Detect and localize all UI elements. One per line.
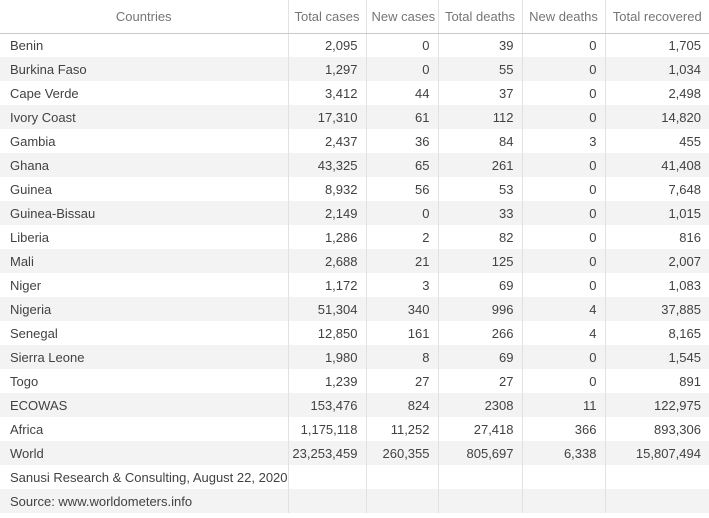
- table-row: [0, 81, 709, 105]
- cell-countries: ECOWAS: [0, 393, 288, 417]
- cell-total-recovered: 1,015: [668, 205, 701, 221]
- table-row: [0, 441, 709, 465]
- cell-countries: Ghana: [0, 153, 288, 177]
- cell-new-deaths: 0: [522, 105, 605, 129]
- empty-cell: [438, 465, 522, 489]
- footer-row: [0, 465, 709, 489]
- cell-total-deaths: 2308: [438, 393, 522, 417]
- cell-countries: Burkina Faso: [0, 57, 288, 81]
- source-note: Source: www.worldometers.info: [0, 489, 288, 513]
- cell-total-cases: 1,172: [288, 273, 366, 297]
- cell-new-deaths: 6,338: [522, 441, 605, 465]
- cell-new-deaths: 4: [522, 297, 605, 321]
- cell-new-deaths: 366: [522, 417, 605, 441]
- cell-new-cases: 0: [366, 33, 438, 57]
- cell-new-deaths: 0: [522, 369, 605, 393]
- table-body: [0, 33, 709, 513]
- table-row: [0, 249, 709, 273]
- cell-total-deaths: 125: [438, 249, 522, 273]
- column-header-total-cases: Total cases: [288, 0, 366, 33]
- empty-cell: [438, 489, 522, 513]
- cell-total-deaths: 37: [438, 81, 522, 105]
- cell-new-cases: 340: [366, 297, 438, 321]
- cell-new-cases: 56: [366, 177, 438, 201]
- cell-countries: World: [0, 441, 288, 465]
- table-row: [0, 129, 709, 153]
- cell-total-deaths: 82: [438, 225, 522, 249]
- cell-total-recovered: 455: [679, 133, 701, 149]
- cell-total-recovered: 15,807,494: [635, 445, 701, 461]
- cell-total-recovered: 1,545: [668, 349, 701, 365]
- cell-countries: Benin: [0, 33, 288, 57]
- cell-new-deaths: 0: [522, 249, 605, 273]
- cell-countries: Sierra Leone: [0, 345, 288, 369]
- cell-new-cases: 2: [366, 225, 438, 249]
- column-header-countries: Countries: [0, 0, 288, 33]
- table-row: [0, 177, 709, 201]
- cell-countries: Guinea-Bissau: [0, 201, 288, 225]
- cell-countries: Gambia: [0, 129, 288, 153]
- cell-total-cases: 2,149: [288, 201, 366, 225]
- cell-countries: Cape Verde: [0, 81, 288, 105]
- table-row: [0, 345, 709, 369]
- cell-new-cases: 11,252: [366, 417, 438, 441]
- cell-total-recovered: 14,820: [661, 109, 701, 125]
- cell-countries: Guinea: [0, 177, 288, 201]
- table-row: [0, 105, 709, 129]
- cell-countries: Mali: [0, 249, 288, 273]
- cell-total-recovered: 7,648: [668, 181, 701, 197]
- empty-cell: [288, 489, 366, 513]
- cell-total-deaths: 69: [438, 345, 522, 369]
- cell-new-deaths: 0: [522, 81, 605, 105]
- cell-total-deaths: 261: [438, 153, 522, 177]
- column-header-total-recovered: Total recovered: [605, 0, 709, 33]
- cell-total-deaths: 112: [438, 105, 522, 129]
- table-row: [0, 369, 709, 393]
- cell-new-cases: 27: [366, 369, 438, 393]
- cell-new-cases: 0: [366, 201, 438, 225]
- empty-cell: [522, 489, 605, 513]
- table-row: [0, 393, 709, 417]
- cell-total-recovered: 893,306: [654, 421, 701, 437]
- header-row: [0, 0, 709, 33]
- cell-total-deaths: 996: [438, 297, 522, 321]
- cell-new-deaths: 0: [522, 33, 605, 57]
- cell-total-recovered: 41,408: [661, 157, 701, 173]
- cell-new-cases: 61: [366, 105, 438, 129]
- cell-total-cases: 2,437: [288, 129, 366, 153]
- cell-total-recovered: 37,885: [661, 301, 701, 317]
- cell-total-cases: 23,253,459: [288, 441, 366, 465]
- cell-new-deaths: 0: [522, 273, 605, 297]
- cell-total-deaths: 39: [438, 33, 522, 57]
- table-row: [0, 225, 709, 249]
- cell-countries: Togo: [0, 369, 288, 393]
- cell-new-deaths: 3: [522, 129, 605, 153]
- cell-total-deaths: 266: [438, 321, 522, 345]
- empty-cell: [522, 465, 605, 489]
- column-header-total-deaths: Total deaths: [438, 0, 522, 33]
- cell-countries: Africa: [0, 417, 288, 441]
- cell-total-recovered: 891: [679, 373, 701, 389]
- cell-new-deaths: 0: [522, 201, 605, 225]
- attribution-note: Sanusi Research & Consulting, August 22, 2020: [0, 465, 288, 489]
- cell-total-cases: 1,239: [288, 369, 366, 393]
- cell-total-cases: 1,175,118: [288, 417, 366, 441]
- cell-new-deaths: 0: [522, 225, 605, 249]
- table-row: [0, 321, 709, 345]
- cell-new-cases: 65: [366, 153, 438, 177]
- cell-new-deaths: 0: [522, 57, 605, 81]
- cell-new-cases: 260,355: [366, 441, 438, 465]
- empty-cell: [605, 489, 709, 513]
- empty-cell: [605, 465, 709, 489]
- cell-total-recovered: 1,705: [668, 37, 701, 53]
- cell-total-cases: 1,980: [288, 345, 366, 369]
- cell-total-deaths: 27,418: [438, 417, 522, 441]
- table-row: [0, 201, 709, 225]
- table-row: [0, 273, 709, 297]
- cell-total-cases: 51,304: [288, 297, 366, 321]
- table-row: [0, 297, 709, 321]
- cell-countries: Niger: [0, 273, 288, 297]
- column-header-new-deaths: New deaths: [522, 0, 605, 33]
- cell-total-cases: 2,688: [288, 249, 366, 273]
- cell-new-cases: 3: [366, 273, 438, 297]
- cell-total-cases: 1,286: [288, 225, 366, 249]
- cell-total-deaths: 33: [438, 201, 522, 225]
- cell-total-recovered: 8,165: [668, 325, 701, 341]
- cell-total-deaths: 53: [438, 177, 522, 201]
- table-row: [0, 57, 709, 81]
- cell-new-deaths: 0: [522, 345, 605, 369]
- cell-countries: Nigeria: [0, 297, 288, 321]
- cell-total-cases: 12,850: [288, 321, 366, 345]
- cell-new-deaths: 11: [522, 393, 605, 417]
- cell-total-cases: 17,310: [288, 105, 366, 129]
- cell-countries: Liberia: [0, 225, 288, 249]
- cell-total-deaths: 55: [438, 57, 522, 81]
- cell-new-cases: 0: [366, 57, 438, 81]
- cell-total-deaths: 84: [438, 129, 522, 153]
- cell-countries: Senegal: [0, 321, 288, 345]
- footer-row: [0, 489, 709, 513]
- cell-new-deaths: 0: [522, 153, 605, 177]
- cell-total-recovered: 1,083: [668, 277, 701, 293]
- table-header: [0, 0, 709, 33]
- cell-new-deaths: 0: [522, 177, 605, 201]
- column-header-new-cases: New cases: [366, 0, 438, 33]
- empty-cell: [366, 489, 438, 513]
- table-row: [0, 153, 709, 177]
- cell-new-cases: 44: [366, 81, 438, 105]
- cell-new-cases: 161: [366, 321, 438, 345]
- cell-countries: Ivory Coast: [0, 105, 288, 129]
- cell-total-cases: 1,297: [288, 57, 366, 81]
- empty-cell: [288, 465, 366, 489]
- cell-new-deaths: 4: [522, 321, 605, 345]
- cell-new-cases: 36: [366, 129, 438, 153]
- cell-total-deaths: 69: [438, 273, 522, 297]
- cell-total-cases: 8,932: [288, 177, 366, 201]
- table-row: [0, 33, 709, 57]
- cell-total-recovered: 2,007: [668, 253, 701, 269]
- cell-new-cases: 8: [366, 345, 438, 369]
- cell-total-cases: 2,095: [288, 33, 366, 57]
- cell-new-cases: 21: [366, 249, 438, 273]
- cell-total-deaths: 27: [438, 369, 522, 393]
- cell-total-cases: 3,412: [288, 81, 366, 105]
- cell-total-recovered: 122,975: [654, 397, 701, 413]
- cell-total-recovered: 1,034: [668, 61, 701, 77]
- cell-total-recovered: 816: [679, 229, 701, 245]
- cell-new-cases: 824: [366, 393, 438, 417]
- cell-total-recovered: 2,498: [668, 85, 701, 101]
- cell-total-cases: 153,476: [288, 393, 366, 417]
- cell-total-deaths: 805,697: [438, 441, 522, 465]
- cell-total-cases: 43,325: [288, 153, 366, 177]
- table-row: [0, 417, 709, 441]
- empty-cell: [366, 465, 438, 489]
